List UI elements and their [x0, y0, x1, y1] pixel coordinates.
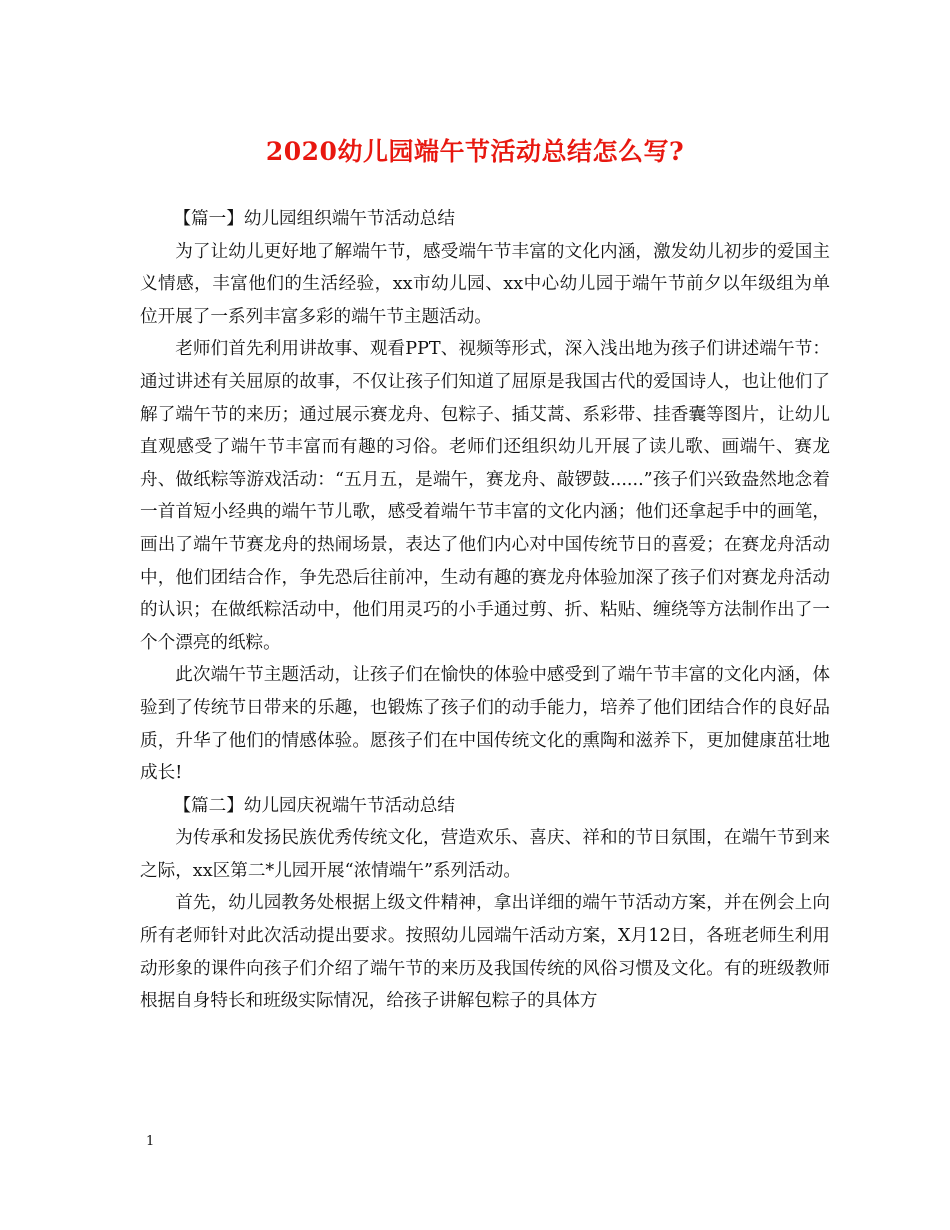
paragraph: 老师们首先利用讲故事、观看PPT、视频等形式，深入浅出地为孩子们讲述端午节：通过讲述有关屈原的故事，不仅让孩子们知道了屈原是我国古代的爱国诗人，也让他们了解了端午节的来历；通过展示赛龙舟、包粽子、插艾蒿、系彩带、挂香囊等图片，让幼儿直观感受了端午节丰富而有趣的习俗。老师们还组织幼儿开展了读儿歌、画端午、赛龙舟、做纸粽等游戏活动：“五月五，是端午，赛龙舟、敲锣鼓......”孩子们兴致盎然地念着一首首短小经典的端午节儿歌，感受着端午节丰富的文化内涵；他们还拿起手中的画笔，画出了端午节赛龙舟的热闹场景，表达了他们内心对中国传统节日的喜爱；在赛龙舟活动中，他们团结合作，争先恐后往前冲，生动有趣的赛龙舟体验加深了孩子们对赛龙舟活动的认识；在做纸粽活动中，他们用灵巧的小手通过剪、折、粘贴、缠绕等方法制作出了一个个漂亮的纸粽。: [140, 339, 830, 653]
paragraph: 为传承和发扬民族优秀传统文化，营造欢乐、喜庆、祥和的节日氛围，在端午节到来之际，xx区第二*儿园开展“浓情端午”系列活动。: [140, 828, 830, 881]
document-title: 2020幼儿园端午节活动总结怎么写?: [265, 137, 685, 166]
paragraph: 此次端午节主题活动，让孩子们在愉快的体验中感受到了端午节丰富的文化内涵，体验到了传统节日带来的乐趣，也锻炼了孩子们的动手能力，培养了他们团结合作的良好品质，升华了他们的情感体验。愿孩子们在中国传统文化的熏陶和滋养下，更加健康茁壮地成长!: [140, 665, 830, 784]
section-heading-2: 【篇二】幼儿园庆祝端午节活动总结: [173, 795, 455, 816]
page-number: 1: [146, 1134, 155, 1149]
paragraph: 首先，幼儿园教务处根据上级文件精神，拿出详细的端午节活动方案，并在例会上向所有老师针对此次活动提出要求。按照幼儿园端午活动方案，X月12日，各班老师生利用动形象的课件向孩子们介绍了端午节的来历及我国传统的风俗习惯及文化。有的班级教师根据自身特长和班级实际情况，给孩子讲解包粽子的具体方: [140, 893, 830, 1012]
paragraph: 为了让幼儿更好地了解端午节，感受端午节丰富的文化内涵，激发幼儿初步的爱国主义情感，丰富他们的生活经验，xx市幼儿园、xx中心幼儿园于端午节前夕以年级组为单位开展了一系列丰富多彩的端午节主题活动。: [140, 241, 830, 327]
document-body: [140, 203, 830, 1018]
section-heading-1: 【篇一】幼儿园组织端午节活动总结: [173, 209, 455, 229]
